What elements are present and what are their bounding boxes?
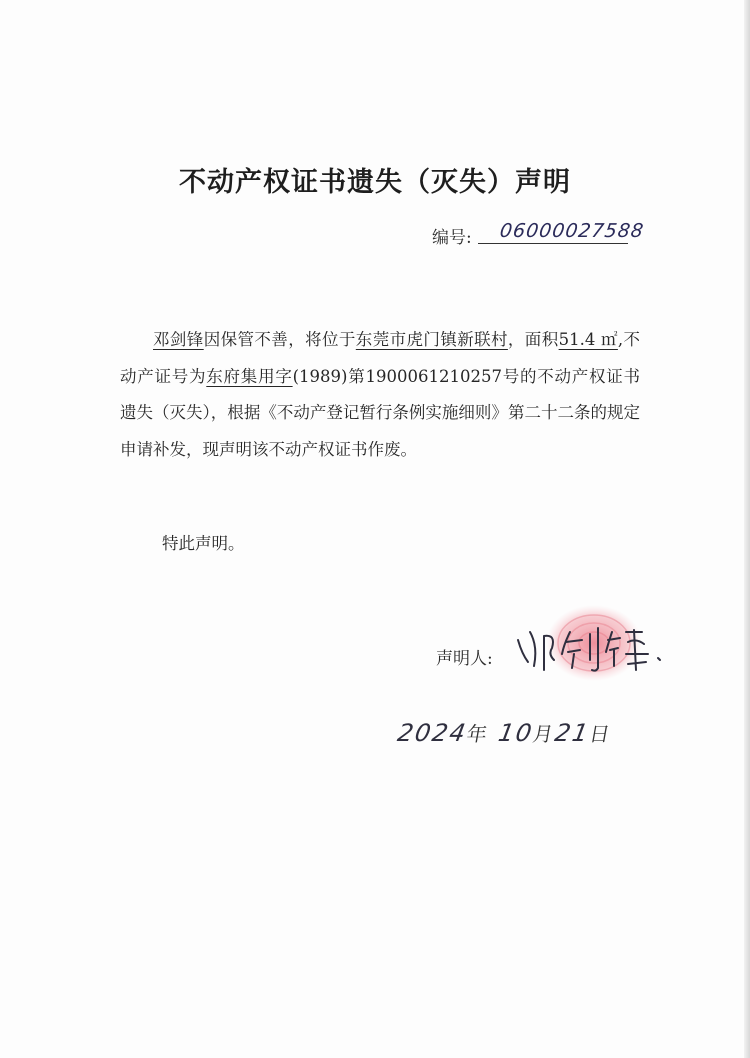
- body-text-3: ,不动产证号为: [120, 330, 641, 386]
- body-text-1: 因保管不善，将位于: [203, 330, 356, 349]
- date-text: [395, 718, 614, 747]
- owner-name: 邓剑锋: [153, 330, 204, 349]
- date-year-unit: 年: [464, 722, 491, 746]
- signature-date: [395, 712, 638, 762]
- declaration-body: [120, 322, 640, 468]
- number-label: 编号:: [432, 228, 472, 248]
- property-area: 51.4 ㎡: [558, 330, 618, 349]
- declaration-paragraph: [120, 322, 640, 468]
- scan-edge: [744, 0, 750, 1058]
- date-day-unit: 日: [587, 722, 614, 746]
- body-text-4: 第: [347, 366, 366, 386]
- date-month: 10: [496, 719, 536, 747]
- signer-row: [436, 610, 676, 690]
- body-text-2: ，面积: [507, 330, 559, 349]
- date-year: 2024: [395, 719, 470, 747]
- body-text-5: 号的不动产权证书遗失（灭失），根据《不动产登记暂行条例实施细则》第二十二条的规定申请补发，现声明该不动产权证书作废。: [120, 366, 641, 459]
- number-field: [478, 218, 646, 248]
- cert-number: 1900061210257: [365, 366, 502, 386]
- cert-year: (1989): [292, 366, 348, 386]
- date-day: 21: [552, 719, 593, 747]
- handwritten-signature: [508, 610, 678, 680]
- signer-label: 声明人:: [436, 649, 493, 669]
- number-row: [432, 214, 646, 248]
- cert-prefix: 东府集用字: [206, 366, 293, 386]
- date-month-unit: 月: [530, 722, 558, 746]
- closing-statement: 特此声明。: [162, 534, 245, 553]
- number-underline: [478, 243, 628, 244]
- property-location: 东莞市虎门镇新联村: [355, 330, 508, 349]
- number-value: 06000027588: [498, 220, 646, 242]
- document-title: 不动产权证书遗失（灭失）声明: [179, 167, 571, 198]
